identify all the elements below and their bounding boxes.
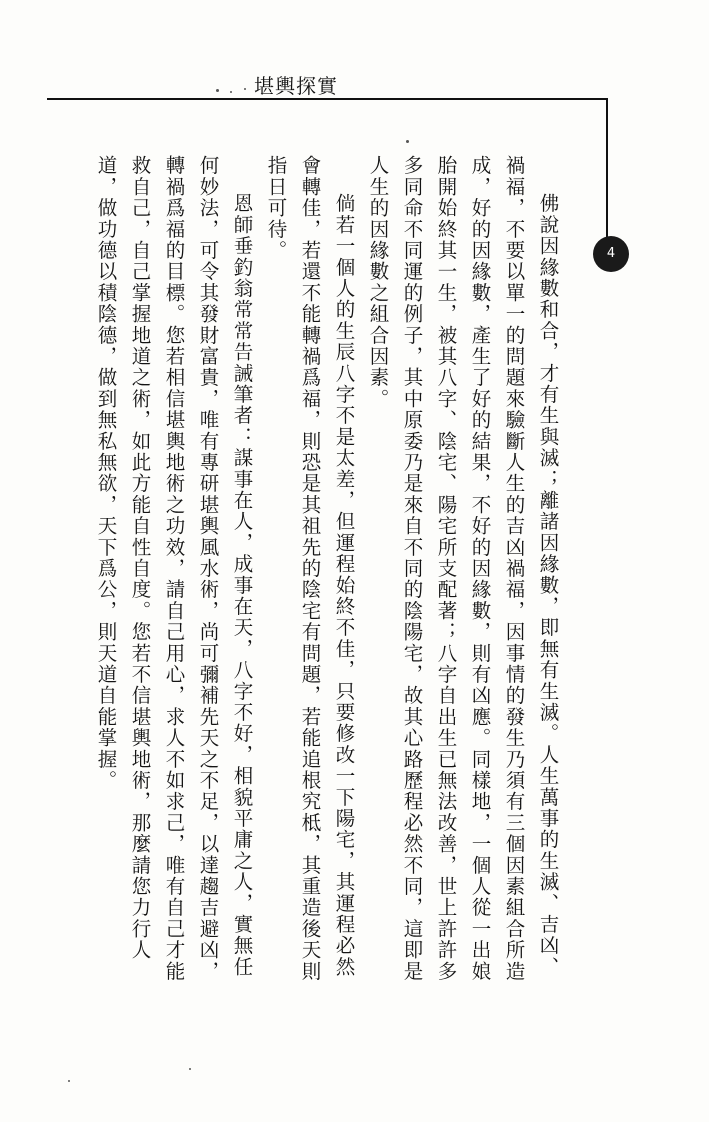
header-rule-vertical <box>606 98 608 238</box>
scan-speck <box>68 1080 70 1082</box>
scan-speck <box>230 91 232 93</box>
scan-speck <box>216 89 219 92</box>
scan-speck <box>406 140 409 143</box>
text-column: 何妙法，可令其發財富貴，唯有專研堪輿風水術，尚可彌補先天之不足，以達趨吉避凶， <box>196 155 220 982</box>
text-column: 胎開始終其一生，被其八字、陰宅、陽宅所支配著；八字自出生已無法改善，世上許許多 <box>434 155 458 982</box>
scan-speck <box>244 88 246 90</box>
running-header-title: 堪輿探實 <box>254 74 338 98</box>
text-column: 人生的因緣數之組合因素。 <box>366 155 390 410</box>
text-column: 佛說因緣數和合，才有生與滅；離諸因緣數，即無有生滅。人生萬事的生滅、吉凶、 <box>536 193 560 978</box>
text-column: 指日可待。 <box>264 155 288 261</box>
text-column: 恩師垂釣翁常常告誡筆者：謀事在人，成事在天，八字不好，相貌平庸之人，實無任 <box>230 193 254 978</box>
text-column: 倘若一個人的生辰八字不是太差，但運程始終不佳，只要修改一下陽宅，其運程必然 <box>332 193 356 978</box>
text-column: 道，做功德以積陰德，做到無私無欲，天下爲公，則天道自能掌握。 <box>94 155 118 791</box>
text-column: 成，好的因緣數，產生了好的結果，不好的因緣數，則有凶應。同樣地，一個人從一出娘 <box>468 155 492 982</box>
text-column: 會轉佳，若還不能轉禍爲福，則恐是其祖先的陰宅有問題，若能追根究柢，其重造後天則 <box>298 155 322 982</box>
text-column: 禍福，不要以單一的問題來驗斷人生的吉凶禍福，因事情的發生乃須有三個因素組合所造 <box>502 155 526 982</box>
text-column: 救自己，自己掌握地道之術，如此方能自性自度。您若不信堪輿地術，那麼請您力行人 <box>128 155 152 961</box>
text-column: 轉禍爲福的目標。您若相信堪輿地術之功效，請自己用心，求人不如求己，唯有自己才能 <box>162 155 186 982</box>
page-number-badge: 4 <box>593 236 629 272</box>
header-rule <box>47 98 608 100</box>
scan-speck <box>189 1068 191 1070</box>
text-column: 多同命不同運的例子，其中原委乃是來自不同的陰陽宅，故其心路歷程必然不同，這即是 <box>400 155 424 982</box>
